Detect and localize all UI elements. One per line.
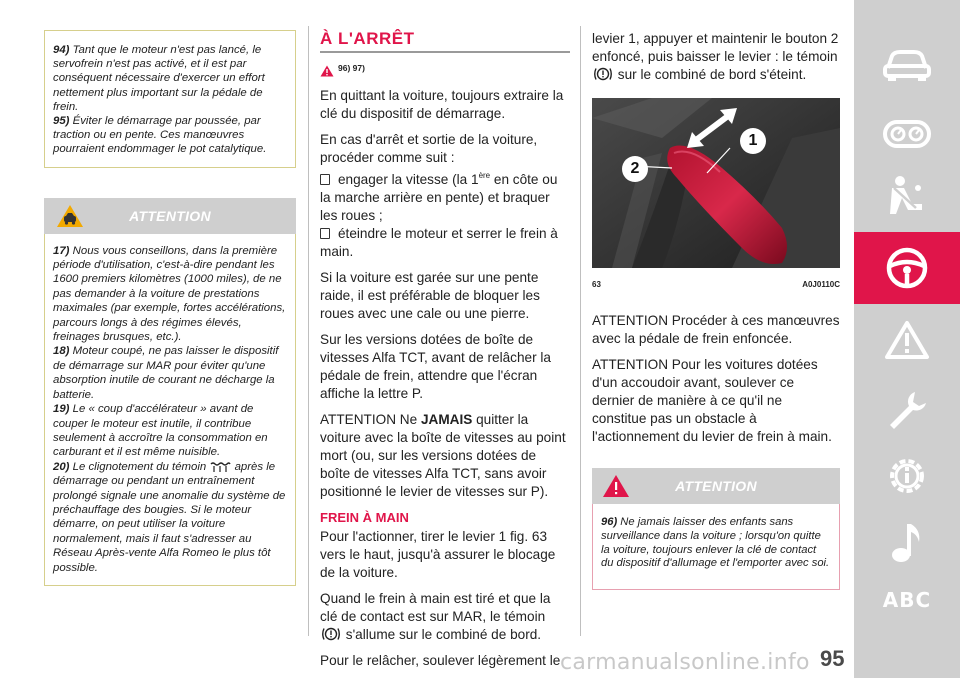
column-middle bbox=[320, 30, 570, 678]
index-label: ABC bbox=[882, 588, 932, 612]
glow-plug-icon bbox=[209, 461, 231, 473]
dashboard-icon bbox=[882, 116, 932, 152]
chapter-sidebar bbox=[854, 0, 960, 678]
note-95: 95) Éviter le démarrage par poussée, par traction ou en pente. Ces manœuvres pourraient endommager le pot catalytique. bbox=[53, 115, 267, 156]
handbrake-illustration bbox=[592, 98, 840, 268]
section-title: À L'ARRÊT bbox=[320, 30, 570, 53]
paragraph: Sur les versions dotées de boîte de vitesses Alfa TCT, avant de relâcher la pédale de frein, attendre que l'écran affiche la lettre P. bbox=[320, 332, 551, 401]
warning-references: 96) 97) bbox=[320, 59, 570, 77]
note-18: 18) Moteur coupé, ne pas laisser le dispositif de démarrage sur MAR pour éviter qu'une absorption inutile de courant ne décharge la batterie. bbox=[53, 345, 279, 401]
note-20: 20) Le clignotement du témoin après le démarrage ou pendant un entraînement prolongé signale une anomalie du système de préchauffage des bougies. Si le moteur démarre, on peut utiliser la voiture normalement, mais il faut s'adresser au Réseau Après-vente Alfa Romeo le plus tôt possible. bbox=[53, 460, 286, 574]
note-17: 17) Nous vous conseillons, dans la première période d'utilisation, c'est-à-dire pendant les 1600 premiers kilomètres (1000 miles), de ne pas demander à la voiture de prestations maximales (par exemple, fortes accélérations, parcours longs à des régimes élevés, freinages brusques, etc.). bbox=[53, 244, 286, 344]
sidebar-item-safety[interactable] bbox=[854, 160, 960, 232]
paragraph: Quand le frein à main est tiré et que la clé de contact est sur MAR, le témoin s'allume sur le combiné de bord. bbox=[320, 591, 551, 642]
paragraph: En quittant la voiture, toujours extraire la clé du dispositif de démarrage. bbox=[320, 88, 564, 121]
note-19: 19) Le « coup d'accélérateur » avant de couper le moteur est inutile, il contribue seulement à accroître la consommation en carburant et il est même nuisible. bbox=[53, 403, 268, 459]
figure-code: A0J0110C bbox=[802, 280, 840, 289]
paragraph: Pour le relâcher, soulever légèrement le bbox=[320, 653, 561, 668]
brake-warning-icon bbox=[592, 66, 614, 82]
callout-1: 1 bbox=[740, 128, 766, 154]
notes-box bbox=[44, 30, 296, 168]
checkbox-bullet-icon bbox=[320, 228, 330, 239]
page-number: 95 bbox=[820, 646, 845, 671]
paragraph: levier 1, appuyer et maintenir le bouton 2 enfoncé, puis baisser le levier : le témoin sur le combiné de bord s'éteint. bbox=[592, 31, 839, 82]
paragraph: ATTENTION Ne JAMAIS quitter la voiture avec la boîte de vitesses au point mort (ou, sur les versions dotées de boîte de vitesses Alfa TCT, sans avoir positionné le levier de vitesses sur P). bbox=[320, 412, 566, 499]
attention-header bbox=[592, 468, 840, 504]
callout-2: 2 bbox=[622, 156, 648, 182]
sidebar-item-car[interactable] bbox=[854, 28, 960, 100]
brake-warning-icon bbox=[320, 626, 342, 642]
music-note-icon bbox=[889, 520, 925, 564]
column-right bbox=[592, 30, 840, 590]
gear-info-icon bbox=[883, 452, 931, 500]
figure-number: 63 bbox=[592, 280, 601, 289]
figure-caption bbox=[592, 276, 840, 294]
column-divider bbox=[580, 26, 581, 636]
warning-triangle-icon bbox=[602, 474, 630, 498]
sidebar-item-warning[interactable] bbox=[854, 304, 960, 376]
warning-triangle-icon bbox=[884, 320, 930, 360]
subsection-title: FREIN À MAIN bbox=[320, 510, 409, 525]
note-96: 96) Ne jamais laisser des enfants sans surveillance dans la voiture ; lorsqu'on quitte la voiture, toujours enlever la clé de contact du dispositif d'allumage et l'emporter avec soi. bbox=[601, 516, 830, 570]
attention-title: ATTENTION bbox=[129, 207, 211, 224]
sidebar-item-technical-data[interactable] bbox=[854, 440, 960, 512]
paragraph: ATTENTION Pour les voitures dotées d'un accoudoir avant, soulever ce dernier de manière à ce qu'il ne constitue pas un obstacle à l'actionnement du levier de frein à main. bbox=[592, 357, 832, 444]
sidebar-item-driving[interactable] bbox=[854, 232, 960, 304]
wrench-icon bbox=[885, 388, 929, 432]
paragraph: En cas d'arrêt et sortie de la voiture, procéder comme suit : engager la vitesse (la 1ère en côte ou la marche arrière en pente) et braquer les roues ; éteindre le moteur et serrer le frein à main. bbox=[320, 132, 558, 259]
warning-car-icon bbox=[56, 204, 84, 228]
sidebar-item-maintenance[interactable] bbox=[854, 374, 960, 446]
attention-notes bbox=[44, 234, 296, 586]
checkbox-bullet-icon bbox=[320, 174, 330, 185]
steering-wheel-icon bbox=[883, 244, 931, 292]
attention-title: ATTENTION bbox=[675, 478, 757, 494]
warning-triangle-icon bbox=[320, 65, 334, 77]
seatbelt-person-icon bbox=[882, 174, 932, 218]
note-94: 94) Tant que le moteur n'est pas lancé, le servofrein n'est pas activé, et il est par conséquent nécessaire d'exercer un effort nettement plus important sur la pédale de frein. bbox=[53, 44, 265, 113]
sidebar-item-index[interactable] bbox=[854, 564, 960, 636]
column-divider bbox=[308, 26, 309, 636]
paragraph: ATTENTION Procéder à ces manœuvres avec la pédale de frein enfoncée. bbox=[592, 313, 840, 346]
paragraph: Si la voiture est garée sur une pente raide, il est préférable de bloquer les roues avec une cale ou une pierre. bbox=[320, 270, 540, 321]
attention-notes bbox=[592, 504, 840, 590]
attention-header bbox=[44, 198, 296, 234]
paragraph: Pour l'actionner, tirer le levier 1 fig. 63 vers le haut, jusqu'à assurer le blocage de la voiture. bbox=[320, 529, 556, 580]
car-icon bbox=[882, 46, 932, 82]
watermark: carmanualsonline.info bbox=[560, 650, 810, 675]
handbrake-figure bbox=[592, 98, 840, 268]
column-left bbox=[44, 30, 296, 586]
